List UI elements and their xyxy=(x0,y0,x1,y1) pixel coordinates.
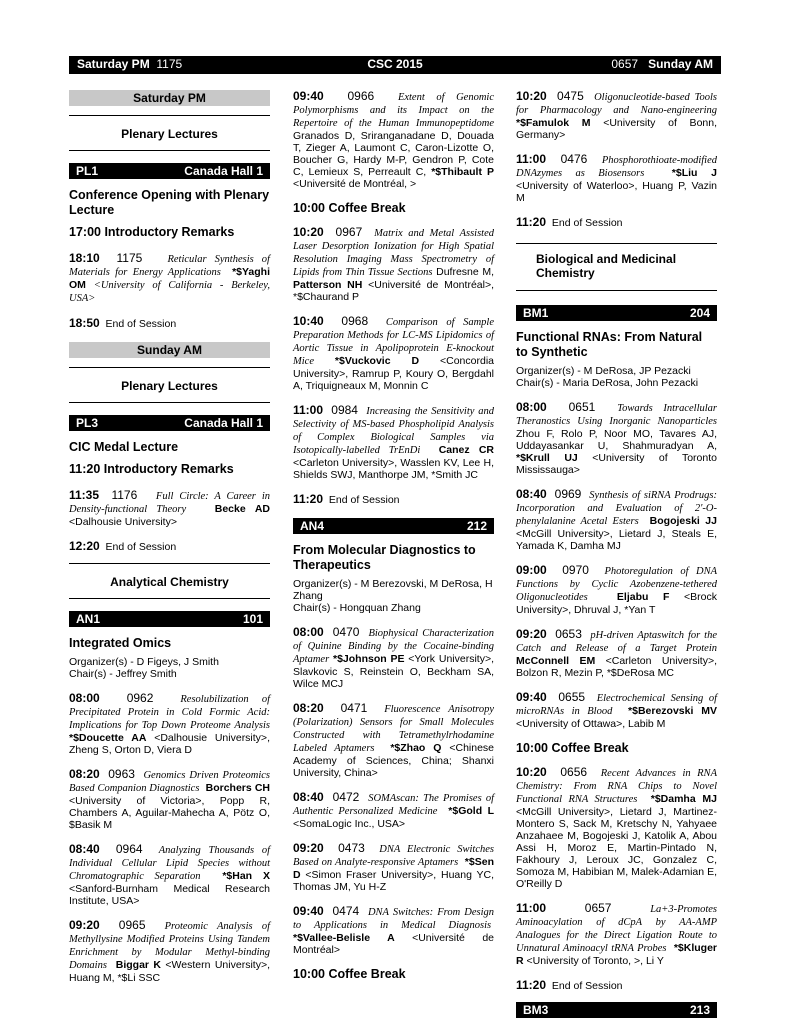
affiliation: <Carleton University>, Wasslen KV, Lee H, Shields SWJ, Manthorpe JM, *Smith JC xyxy=(293,457,494,481)
presenter: *$Gold L xyxy=(448,805,494,817)
affiliation: <University of Waterloo>, Huang P, Vazin M xyxy=(516,180,717,204)
talk-title: Comparison of Sample Preparation Methods for LC-MS Lipidomics of Aortic Tissue in Apolipoprotein E-knockout Mice xyxy=(293,317,494,367)
talk-title: SOMAscan: The Promises of Authentic Personalized Medicine xyxy=(293,793,494,817)
end-time: 18:50 xyxy=(69,316,100,330)
presenter: Becke AD xyxy=(214,503,270,515)
presenter: *$Vuckovic D xyxy=(314,355,420,367)
end-time: 11:20 xyxy=(293,492,324,506)
affiliation: <Western University>, Huang M, *$Li SSC xyxy=(69,959,270,984)
column-3 xyxy=(516,90,717,1018)
talk-number: 0962 xyxy=(126,691,154,705)
session-bar xyxy=(516,1002,717,1018)
presenter: Eljabu F xyxy=(616,591,670,603)
talk-number: 0474 xyxy=(332,904,360,918)
talk-entry xyxy=(69,919,270,984)
coffee-break: 10:00 Coffee Break xyxy=(293,201,406,215)
talk-time: 09:20 xyxy=(69,918,100,932)
end-of-session xyxy=(293,493,494,506)
talk-entry xyxy=(69,843,270,907)
affiliation: <Simon Fraser University>, Huang YC, Thomas JM, Yu H-Z xyxy=(293,869,494,893)
presenter: *$Yaghi OM xyxy=(69,266,270,291)
talk-title: DNA Switches: From Design to Applications in Medical Diagnosis xyxy=(293,907,494,931)
coffee-break: 10:00 Coffee Break xyxy=(293,967,406,981)
talk-title: Oligonucleotide-based Tools for Pharmacology and Nano-engineering xyxy=(516,92,717,116)
header-day-right: Sunday AM xyxy=(648,57,713,71)
talk-title: DNA Electronic Switches Based on Analyte-responsive Aptamers xyxy=(293,844,494,868)
affiliation: <Dalhousie University> xyxy=(69,516,177,528)
talk-title: La+3-Promotes Aminoacylation of dCpA by AA-AMP Analogues for the Direct Ligation Route to Unnatural Aminoacyl tRNA Probes xyxy=(516,904,717,954)
section-heading: Biological and Medicinal Chemistry xyxy=(516,243,717,291)
presenter: *$Doucette AA xyxy=(69,732,147,744)
session-bar xyxy=(69,611,270,627)
talk-entry xyxy=(293,905,494,956)
presenter: *$Liu J xyxy=(671,167,718,179)
running-header xyxy=(69,56,721,74)
session-code: BM1 xyxy=(523,306,549,320)
affiliation: <Université de Montréal>, *$Chaurand P xyxy=(293,279,494,303)
coffee-break: 10:00 Coffee Break xyxy=(516,741,629,755)
column-1 xyxy=(69,90,270,984)
talk-number: 0475 xyxy=(557,89,584,103)
end-time: 11:20 xyxy=(516,978,547,992)
talk-entry xyxy=(293,315,494,392)
presenter: Biggar K xyxy=(115,959,161,971)
end-label: End of Session xyxy=(551,217,623,229)
affiliation: <University of Toronto Mississauga> xyxy=(516,452,717,476)
end-time: 11:20 xyxy=(516,215,547,229)
talk-number: 0471 xyxy=(340,701,368,715)
talk-time: 10:20 xyxy=(293,225,324,239)
talk-time: 09:40 xyxy=(516,690,547,704)
talk-time: 08:40 xyxy=(293,790,324,804)
talk-entry xyxy=(516,153,717,204)
talk-title: Recent Advances in RNA Chemistry: From RNA Chips to Novel Functional RNA Structures xyxy=(516,768,717,805)
session-organizers: Organizer(s) - M Berezovski, M DeRosa, H Zhang xyxy=(293,578,493,602)
talk-time: 11:00 xyxy=(293,403,324,417)
talk-entry xyxy=(516,766,717,890)
talk-time: 18:10 xyxy=(69,251,100,265)
talk-entry xyxy=(69,489,270,528)
header-right xyxy=(611,57,713,71)
session-room: Canada Hall 1 xyxy=(184,416,263,430)
header-num-left: 1175 xyxy=(156,57,183,71)
talk-title: Proteomic Analysis of Methyllysine Modified Proteins Using Tandem Enrichment by Modular Methyl-binding Domains xyxy=(69,921,270,971)
end-label: End of Session xyxy=(105,541,177,553)
talk-title: pH-driven Aptaswitch for the Catch and Release of a Target Protein xyxy=(516,630,717,654)
presenter: *$Zhao Q xyxy=(390,742,442,754)
end-of-session xyxy=(516,216,717,229)
talk-number: 0653 xyxy=(555,627,582,641)
presenter: *$Thibault P xyxy=(431,166,494,178)
session-code: PL3 xyxy=(76,416,99,430)
authors: Dufresne M, xyxy=(432,266,494,278)
affiliation: <University of California - Berkeley, USA> xyxy=(69,280,270,304)
talk-number: 0657 xyxy=(584,901,612,915)
talk-title: Genomics Driven Proteomics Based Companion Diagnostics xyxy=(69,770,270,794)
talk-time: 10:20 xyxy=(516,765,547,779)
presenter: *$Damha MJ xyxy=(650,793,717,805)
end-label: End of Session xyxy=(328,494,400,506)
talk-number: 0470 xyxy=(332,625,360,639)
affiliation: <University of Victoria>, Popp R, Chambers A, Aguilar-Mahecha A, Pötz O, $Basik M xyxy=(69,795,270,831)
session-chairs: Chair(s) - Jeffrey Smith xyxy=(69,668,177,680)
talk-entry xyxy=(516,691,717,730)
talk-number: 0655 xyxy=(558,690,586,704)
talk-number: 0473 xyxy=(338,841,365,855)
session-code: AN4 xyxy=(300,519,325,533)
end-label: End of Session xyxy=(105,318,177,330)
talk-time: 08:20 xyxy=(69,767,100,781)
talk-number: 0970 xyxy=(562,563,589,577)
talk-entry xyxy=(293,226,494,303)
talk-entry xyxy=(293,842,494,893)
presenter: *$Han X xyxy=(222,870,270,882)
header-day-left: Saturday PM xyxy=(77,57,150,71)
talk-number: 0967 xyxy=(335,225,363,239)
talk-entry xyxy=(293,404,494,481)
intro-remarks: 11:20 Introductory Remarks xyxy=(69,462,234,476)
day-heading: Sunday AM xyxy=(69,342,270,358)
talk-number: 0969 xyxy=(554,487,582,501)
session-title: Functional RNAs: From Natural to Synthetic xyxy=(516,330,703,359)
end-of-session xyxy=(69,317,270,330)
affiliation: <SomaLogic Inc., USA> xyxy=(293,818,406,830)
session-title: Integrated Omics xyxy=(69,636,172,650)
session-title: From Molecular Diagnostics to Therapeutics xyxy=(293,543,476,572)
talk-entry xyxy=(516,902,717,967)
talk-number: 0476 xyxy=(560,152,588,166)
talk-title: Biophysical Characterization of Quinine Binding by the Cocaine-binding Aptamer xyxy=(293,628,495,665)
session-room: Canada Hall 1 xyxy=(184,164,263,178)
talk-entry xyxy=(293,791,494,830)
talk-title: Photoregulation of DNA Functions by Cyclic Azobenzene-tethered Oligonucleotides xyxy=(516,566,718,603)
header-conference: CSC 2015 xyxy=(367,57,423,71)
affiliation: <York University>, Slavkovic S, Reinstein O, Beckham SA, Wilce MCJ xyxy=(293,653,494,690)
presenter: Bogojeski JJ xyxy=(649,515,717,527)
authors: Zhou F, Rolo P, Noor MO, Tavares AJ, Uddayasankar U, Shahmuradyan A, xyxy=(516,428,717,452)
talk-title: Extent of Genomic Polymorphisms and its Impact on the Repertoire of the Human Immunopeptidome xyxy=(293,92,494,129)
affiliation: <University of Ottawa>, Labib M xyxy=(516,718,666,730)
presenter: Borchers CH xyxy=(205,782,270,794)
day-heading: Saturday PM xyxy=(69,90,270,106)
presenter: *$Krull UJ xyxy=(516,452,578,464)
presenter: Patterson NH xyxy=(293,279,363,291)
session-organizers: Organizer(s) - D Figeys, J Smith xyxy=(69,656,219,668)
session-organizers: Organizer(s) - M DeRosa, JP Pezacki xyxy=(516,365,691,377)
talk-number: 0651 xyxy=(568,400,596,414)
talk-time: 08:40 xyxy=(516,487,547,501)
presenter: McConnell EM xyxy=(516,655,596,667)
authors: Granados D, Sriranganadane D, Douada T, Zieger A, Laumont C, Caron-Lizotte O, Boucher G, Hardy M-P, Gendron P, Cote C, Lemieux S, Perreault C, xyxy=(293,130,494,178)
presenter: *$Berezovski MV xyxy=(628,705,717,717)
talk-number: 0984 xyxy=(331,403,358,417)
session-bar xyxy=(69,415,270,431)
end-time: 12:20 xyxy=(69,539,100,553)
end-of-session xyxy=(69,540,270,553)
section-heading: Plenary Lectures xyxy=(69,115,270,151)
talk-time: 10:40 xyxy=(293,314,324,328)
talk-number: 0964 xyxy=(115,842,143,856)
talk-number: 1175 xyxy=(116,251,143,265)
talk-entry xyxy=(69,692,270,756)
session-room: 212 xyxy=(466,519,487,533)
presenter: *$Famulok M xyxy=(516,117,591,129)
talk-number: 0472 xyxy=(332,790,360,804)
session-title: CIC Medal Lecture xyxy=(69,440,179,454)
talk-number: 0965 xyxy=(118,918,146,932)
talk-entry xyxy=(516,90,717,141)
intro-remarks: 17:00 Introductory Remarks xyxy=(69,225,235,239)
talk-entry xyxy=(516,628,717,679)
talk-time: 11:00 xyxy=(516,152,547,166)
affiliation: <Sanford-Burnham Medical Research Institute, USA> xyxy=(69,883,270,907)
talk-number: 0963 xyxy=(108,767,135,781)
session-room: 213 xyxy=(689,1003,710,1017)
talk-title: Synthesis of siRNA Prodrugs: Incorporation and Evaluation of 2'-O-phenylalanine Acetal Esters xyxy=(516,490,717,527)
session-code: PL1 xyxy=(76,164,99,178)
talk-time: 09:40 xyxy=(293,904,324,918)
affiliation: <Université de Montréal, > xyxy=(293,178,417,190)
section-heading: Analytical Chemistry xyxy=(69,563,270,599)
presenter: *$Kluger R xyxy=(516,942,717,967)
talk-title: Fluorescence Anisotropy (Polarization) Sensors for Small Molecules Constructed with Tetramethylrhodamine Labeled Aptamers xyxy=(293,704,495,754)
talk-time: 10:20 xyxy=(516,89,547,103)
talk-time: 08:00 xyxy=(516,400,547,414)
talk-entry xyxy=(516,488,717,552)
talk-time: 09:20 xyxy=(293,841,324,855)
session-bar xyxy=(516,305,717,321)
session-chairs: Chair(s) - Hongquan Zhang xyxy=(293,602,421,614)
affiliation: <McGill University>, Lietard J, Martinez-Montero S, Sack M, Kretschy N, Yahyaee Anzahaee M, Bogojeski J, Katolik A, Abou Assi H, Moroz E, Martin-Pintado N, Fakhoury J, Leroux JC, Gonzalez C, Somoza M, Habibian M, Malek-Adamian E, O'Reilly D xyxy=(516,806,717,890)
talk-title: Increasing the Sensitivity and Selectivity of MS-based Phospholipid Analysis of Complex Biological Samples via Isotopically-labelled TrEnDi xyxy=(293,406,494,456)
talk-title: Towards Intracellular Theranostics Using Inorganic Nanoparticles xyxy=(516,403,717,427)
talk-entry xyxy=(69,768,270,831)
section-heading: Plenary Lectures xyxy=(69,367,270,403)
talk-entry xyxy=(293,626,494,690)
talk-title: Analyzing Thousands of Individual Cellular Lipid Species without Chromatographic Separation xyxy=(69,845,270,882)
session-title: Conference Opening with Plenary Lecture xyxy=(69,188,270,217)
header-num-right: 0657 xyxy=(611,57,639,71)
talk-time: 09:20 xyxy=(516,627,547,641)
affiliation: <Concordia University>, Ramrup P, Koury O, Bergdahl A, Triquigneaux M, Monnin C xyxy=(293,355,494,392)
talk-title: Matrix and Metal Assisted Laser Desorption Ionization for High Spatial Resolution Imaging Mass Spectrometry of Lipids from Thin Tissue Sections xyxy=(293,228,495,278)
talk-time: 08:00 xyxy=(69,691,100,705)
end-label: End of Session xyxy=(551,980,623,992)
presenter: Canez CR xyxy=(438,444,494,456)
affiliation: <University of Bonn, Germany> xyxy=(516,117,717,141)
affiliation: <Brock University>, Dhruval J, *Yan T xyxy=(516,591,717,616)
talk-time: 09:00 xyxy=(516,563,547,577)
talk-number: 0966 xyxy=(347,89,375,103)
talk-entry xyxy=(69,252,270,305)
talk-entry xyxy=(516,401,717,476)
session-code: BM3 xyxy=(523,1003,549,1017)
affiliation: <University of Toronto, >, Li Y xyxy=(523,955,664,967)
talk-time: 08:40 xyxy=(69,842,100,856)
talk-entry xyxy=(293,90,494,190)
session-bar xyxy=(293,518,494,534)
talk-time: 09:40 xyxy=(293,89,324,103)
talk-title: Resolubilization of Precipitated Protein in Cold Formic Acid: Implications for Top Down Proteome Analysis xyxy=(69,694,270,731)
column-2 xyxy=(293,90,494,980)
end-of-session xyxy=(516,979,717,992)
talk-title: Electrochemical Sensing of microRNAs in Blood xyxy=(516,693,717,717)
presenter: *$Sen D xyxy=(293,856,494,881)
session-bar xyxy=(69,163,270,179)
session-code: AN1 xyxy=(76,612,101,626)
talk-title: Phosphorothioate-modified DNAzymes as Biosensors xyxy=(516,155,717,179)
talk-title: Reticular Synthesis of Materials for Energy Applications xyxy=(69,254,270,278)
talk-title: Full Circle: A Career in Density-functional Theory xyxy=(69,491,270,515)
session-room: 204 xyxy=(689,306,710,320)
presenter: *$Vallee-Belisle A xyxy=(293,932,395,944)
talk-time: 11:35 xyxy=(69,488,100,502)
affiliation: <Carleton University>, Bolzon R, Mezin P, *$DeRosa MC xyxy=(516,655,717,679)
session-chairs: Chair(s) - Maria DeRosa, John Pezacki xyxy=(516,377,699,389)
talk-time: 11:00 xyxy=(516,901,547,915)
talk-entry xyxy=(293,702,494,779)
talk-entry xyxy=(516,564,717,616)
talk-number: 1176 xyxy=(111,488,138,502)
talk-time: 08:20 xyxy=(293,701,324,715)
talk-number: 0656 xyxy=(560,765,588,779)
affiliation: <Chinese Academy of Sciences, China; Shanxi University, China> xyxy=(293,742,495,779)
affiliation: <Dalhousie University>, Zheng S, Orton D, Viera D xyxy=(69,732,270,756)
talk-time: 08:00 xyxy=(293,625,324,639)
affiliation: <McGill University>, Lietard J, Steals E, Yamada K, Damha MJ xyxy=(516,528,717,552)
presenter: *$Johnson PE xyxy=(332,653,405,665)
talk-number: 0968 xyxy=(341,314,369,328)
affiliation: <Université de Montréal> xyxy=(293,932,494,956)
session-room: 101 xyxy=(242,612,263,626)
